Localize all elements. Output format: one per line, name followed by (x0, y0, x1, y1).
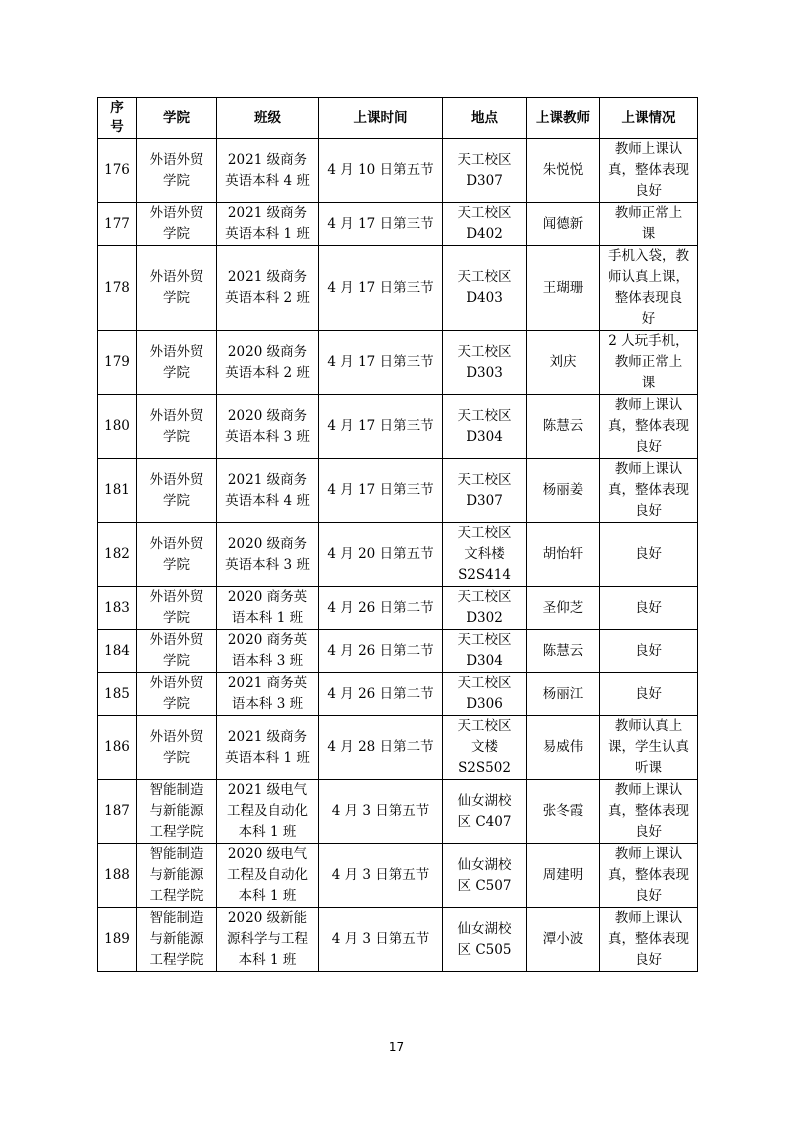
cell-location-text: 仙女湖校 区 C507 (457, 856, 512, 894)
cell-location (443, 844, 527, 908)
cell-college (137, 716, 217, 780)
inspection-table (97, 97, 698, 972)
cell-location-text: 天工校区 文科楼 S2S414 (457, 525, 512, 583)
cell-location (443, 139, 527, 203)
cell-teacher-text: 易威伟 (542, 739, 584, 755)
cell-class (217, 587, 319, 630)
cell-status (600, 630, 698, 673)
cell-college (137, 523, 217, 587)
cell-teacher-text: 闻德新 (542, 215, 584, 232)
cell-status-text: 手机入袋，教 师认真上课， 整体表现良 好 (608, 248, 689, 327)
cell-college (137, 395, 217, 459)
header-teacher (527, 98, 600, 139)
cell-status-text: 良好 (635, 546, 662, 562)
header-time (319, 98, 443, 139)
table-row (98, 139, 698, 203)
cell-class-text: 2021 级商务 英语本科 2 班 (225, 269, 310, 306)
cell-status-text: 教师上课认 真，整体表现 良好 (608, 397, 689, 455)
cell-teacher (527, 716, 600, 780)
cell-location-text: 天工校区 D302 (457, 589, 512, 626)
cell-college-text: 外语外贸 学院 (149, 589, 204, 626)
cell-class (217, 459, 319, 523)
cell-time (319, 246, 443, 331)
table-row (98, 844, 698, 908)
cell-index (98, 203, 137, 246)
cell-time-text: 4 月 26 日第二节 (327, 599, 434, 616)
header-time-label: 上课时间 (353, 109, 408, 126)
cell-time-text: 4 月 17 日第三节 (327, 482, 434, 498)
cell-college-text: 外语外贸 学院 (149, 675, 204, 712)
header-college (137, 98, 217, 139)
cell-status-text: 教师上课认 真，整体表现 良好 (608, 141, 689, 199)
cell-teacher (527, 523, 600, 587)
header-index-label: 序 号 (110, 100, 124, 135)
cell-time (319, 459, 443, 523)
cell-location-text: 仙女湖校 区 C407 (457, 792, 512, 830)
cell-index (98, 673, 137, 716)
cell-teacher-text: 杨丽姜 (542, 482, 584, 498)
cell-college-text: 智能制造 与新能源 工程学院 (149, 846, 204, 904)
cell-time-text: 4 月 3 日第五节 (331, 931, 430, 947)
cell-location-text: 天工校区 D304 (457, 407, 512, 445)
cell-teacher (527, 630, 600, 673)
cell-index-text: 177 (104, 215, 130, 232)
cell-class (217, 844, 319, 908)
cell-status-text: 教师上课认 真，整体表现 良好 (608, 846, 689, 904)
cell-index-text: 185 (104, 685, 130, 702)
cell-teacher-text: 陈慧云 (542, 418, 584, 434)
cell-teacher-text: 刘庆 (549, 354, 577, 370)
cell-class-text: 2020 级商务 英语本科 3 班 (225, 535, 310, 573)
cell-location-text: 天工校区 文楼 S2S502 (457, 718, 512, 776)
cell-teacher (527, 587, 600, 630)
cell-time (319, 716, 443, 780)
cell-index-text: 186 (104, 739, 130, 755)
cell-teacher-text: 朱悦悦 (542, 162, 584, 178)
header-status (600, 98, 698, 139)
cell-teacher-text: 潭小波 (542, 931, 584, 947)
cell-class-text: 2020 级商务 英语本科 2 班 (225, 343, 310, 381)
cell-status-text: 良好 (635, 685, 662, 702)
cell-time-text: 4 月 17 日第三节 (327, 418, 434, 434)
cell-college-text: 智能制造 与新能源 工程学院 (149, 782, 204, 840)
cell-college (137, 780, 217, 844)
cell-status (600, 459, 698, 523)
cell-time-text: 4 月 26 日第二节 (327, 642, 434, 659)
cell-college-text: 外语外贸 学院 (149, 471, 204, 509)
cell-index (98, 587, 137, 630)
cell-location (443, 246, 527, 331)
header-index (98, 98, 137, 139)
cell-teacher (527, 844, 600, 908)
cell-class-text: 2021 级商务 英语本科 1 班 (225, 205, 310, 242)
table-row (98, 459, 698, 523)
cell-index-text: 183 (104, 599, 130, 616)
cell-location-text: 天工校区 D303 (457, 343, 512, 381)
table-row (98, 780, 698, 844)
table-row (98, 630, 698, 673)
cell-class-text: 2020 级新能 源科学与工程 本科 1 班 (227, 910, 308, 968)
cell-teacher (527, 459, 600, 523)
cell-location (443, 203, 527, 246)
header-class (217, 98, 319, 139)
cell-class (217, 246, 319, 331)
cell-class (217, 395, 319, 459)
cell-teacher (527, 246, 600, 331)
cell-status-text: 教师正常上 课 (614, 205, 683, 242)
cell-teacher (527, 395, 600, 459)
cell-college-text: 外语外贸 学院 (149, 632, 204, 669)
cell-status (600, 203, 698, 246)
cell-time (319, 395, 443, 459)
cell-class (217, 908, 319, 972)
cell-index-text: 176 (104, 162, 130, 178)
cell-college-text: 外语外贸 学院 (149, 343, 204, 381)
cell-teacher (527, 203, 600, 246)
table-row (98, 203, 698, 246)
cell-college-text: 外语外贸 学院 (149, 269, 204, 306)
cell-location (443, 908, 527, 972)
cell-time (319, 587, 443, 630)
cell-class (217, 630, 319, 673)
cell-class (217, 203, 319, 246)
cell-teacher (527, 673, 600, 716)
cell-class (217, 716, 319, 780)
cell-index-text: 181 (104, 482, 130, 498)
cell-teacher-text: 周建明 (542, 867, 584, 883)
cell-college (137, 246, 217, 331)
cell-status (600, 246, 698, 331)
cell-teacher-text: 胡怡轩 (542, 546, 584, 562)
cell-class-text: 2020 级商务 英语本科 3 班 (225, 407, 310, 445)
cell-class (217, 673, 319, 716)
cell-location-text: 天工校区 D306 (457, 675, 512, 712)
header-status-label: 上课情况 (621, 109, 676, 126)
cell-class (217, 139, 319, 203)
cell-class (217, 331, 319, 395)
cell-status-text: 良好 (635, 599, 662, 616)
cell-location (443, 587, 527, 630)
cell-time-text: 4 月 17 日第三节 (327, 354, 434, 370)
cell-index-text: 178 (104, 279, 130, 296)
cell-location (443, 716, 527, 780)
cell-location (443, 523, 527, 587)
cell-index (98, 908, 137, 972)
table-row (98, 395, 698, 459)
cell-index-text: 180 (104, 418, 130, 434)
cell-college (137, 203, 217, 246)
cell-index-text: 189 (104, 931, 130, 947)
cell-status (600, 908, 698, 972)
header-college-label: 学院 (163, 109, 190, 126)
cell-college-text: 智能制造 与新能源 工程学院 (149, 910, 204, 968)
cell-status (600, 780, 698, 844)
cell-time-text: 4 月 20 日第五节 (327, 546, 434, 562)
cell-class (217, 780, 319, 844)
cell-college (137, 630, 217, 673)
cell-class-text: 2020 商务英 语本科 3 班 (227, 632, 308, 669)
cell-index (98, 780, 137, 844)
cell-index (98, 716, 137, 780)
cell-location (443, 459, 527, 523)
table-row (98, 716, 698, 780)
table-body (98, 139, 698, 972)
cell-class-text: 2021 商务英 语本科 3 班 (227, 675, 308, 712)
cell-time (319, 630, 443, 673)
cell-time-text: 4 月 17 日第三节 (327, 215, 434, 232)
cell-status-text: 良好 (635, 642, 662, 659)
cell-time-text: 4 月 10 日第五节 (327, 162, 434, 178)
cell-college-text: 外语外贸 学院 (149, 151, 204, 189)
header-class-label: 班级 (254, 109, 281, 126)
cell-location-text: 天工校区 D307 (457, 471, 512, 509)
table-row (98, 331, 698, 395)
cell-college-text: 外语外贸 学院 (149, 535, 204, 573)
cell-college (137, 908, 217, 972)
cell-index (98, 459, 137, 523)
cell-class-text: 2021 级电气 工程及自动化 本科 1 班 (227, 782, 308, 840)
cell-time-text: 4 月 3 日第五节 (331, 867, 430, 883)
cell-index-text: 182 (104, 546, 130, 562)
cell-time (319, 673, 443, 716)
cell-index (98, 523, 137, 587)
cell-location-text: 天工校区 D402 (457, 205, 512, 242)
cell-college (137, 139, 217, 203)
table-row (98, 246, 698, 331)
cell-teacher (527, 139, 600, 203)
cell-teacher-text: 王瑚珊 (542, 279, 584, 296)
cell-class (217, 523, 319, 587)
table-header-row (98, 98, 698, 139)
cell-status-text: 教师上课认 真，整体表现 良好 (608, 782, 689, 840)
cell-index (98, 139, 137, 203)
cell-index-text: 187 (104, 803, 130, 819)
cell-location (443, 331, 527, 395)
cell-teacher-text: 陈慧云 (542, 642, 584, 659)
cell-index (98, 844, 137, 908)
cell-index (98, 630, 137, 673)
cell-time-text: 4 月 17 日第三节 (327, 279, 434, 296)
cell-class-text: 2021 级商务 英语本科 1 班 (225, 728, 310, 766)
table-row (98, 523, 698, 587)
cell-time (319, 331, 443, 395)
cell-index (98, 331, 137, 395)
cell-status (600, 139, 698, 203)
cell-college (137, 844, 217, 908)
cell-time-text: 4 月 26 日第二节 (327, 685, 434, 702)
cell-college-text: 外语外贸 学院 (149, 205, 204, 242)
cell-class-text: 2021 级商务 英语本科 4 班 (225, 471, 310, 509)
cell-status-text: 教师认真上 课，学生认真 听课 (608, 718, 689, 776)
header-location-label: 地点 (471, 109, 498, 126)
cell-teacher (527, 780, 600, 844)
cell-college (137, 331, 217, 395)
cell-time (319, 139, 443, 203)
cell-status (600, 844, 698, 908)
cell-time (319, 908, 443, 972)
cell-status (600, 587, 698, 630)
cell-location-text: 仙女湖校 区 C505 (457, 920, 512, 958)
header-location (443, 98, 527, 139)
cell-index (98, 246, 137, 331)
cell-class-text: 2021 级商务 英语本科 4 班 (225, 151, 310, 189)
cell-time-text: 4 月 3 日第五节 (331, 803, 430, 819)
cell-status (600, 395, 698, 459)
cell-time (319, 844, 443, 908)
cell-time (319, 780, 443, 844)
table-row (98, 673, 698, 716)
cell-status (600, 673, 698, 716)
table-row (98, 908, 698, 972)
cell-status-text: 2 人玩手机， 教师正常上 课 (608, 333, 689, 391)
table-row (98, 587, 698, 630)
cell-teacher-text: 杨丽江 (542, 685, 584, 702)
cell-time-text: 4 月 28 日第二节 (327, 739, 434, 755)
cell-status (600, 523, 698, 587)
cell-time (319, 523, 443, 587)
cell-status (600, 331, 698, 395)
cell-college-text: 外语外贸 学院 (149, 407, 204, 445)
cell-teacher-text: 张冬霞 (542, 803, 584, 819)
cell-class-text: 2020 商务英 语本科 1 班 (227, 589, 308, 626)
cell-location-text: 天工校区 D403 (457, 269, 512, 306)
cell-time (319, 203, 443, 246)
cell-index-text: 184 (104, 642, 130, 659)
cell-location (443, 780, 527, 844)
cell-location (443, 673, 527, 716)
cell-index-text: 188 (104, 867, 130, 883)
header-teacher-label: 上课教师 (536, 109, 590, 126)
cell-status (600, 716, 698, 780)
cell-location (443, 395, 527, 459)
cell-index (98, 395, 137, 459)
cell-location-text: 天工校区 D307 (457, 151, 512, 189)
page-number: 17 (388, 1040, 405, 1054)
cell-teacher (527, 331, 600, 395)
cell-college (137, 587, 217, 630)
cell-index-text: 179 (104, 354, 130, 370)
cell-college (137, 673, 217, 716)
cell-college-text: 外语外贸 学院 (149, 728, 204, 766)
cell-status-text: 教师上课认 真，整体表现 良好 (608, 461, 689, 519)
cell-teacher-text: 圣仰芝 (542, 599, 584, 616)
cell-teacher (527, 908, 600, 972)
cell-class-text: 2020 级电气 工程及自动化 本科 1 班 (227, 846, 308, 904)
cell-status-text: 教师上课认 真，整体表现 良好 (608, 910, 689, 968)
cell-college (137, 459, 217, 523)
cell-location (443, 630, 527, 673)
cell-location-text: 天工校区 D304 (457, 632, 512, 669)
